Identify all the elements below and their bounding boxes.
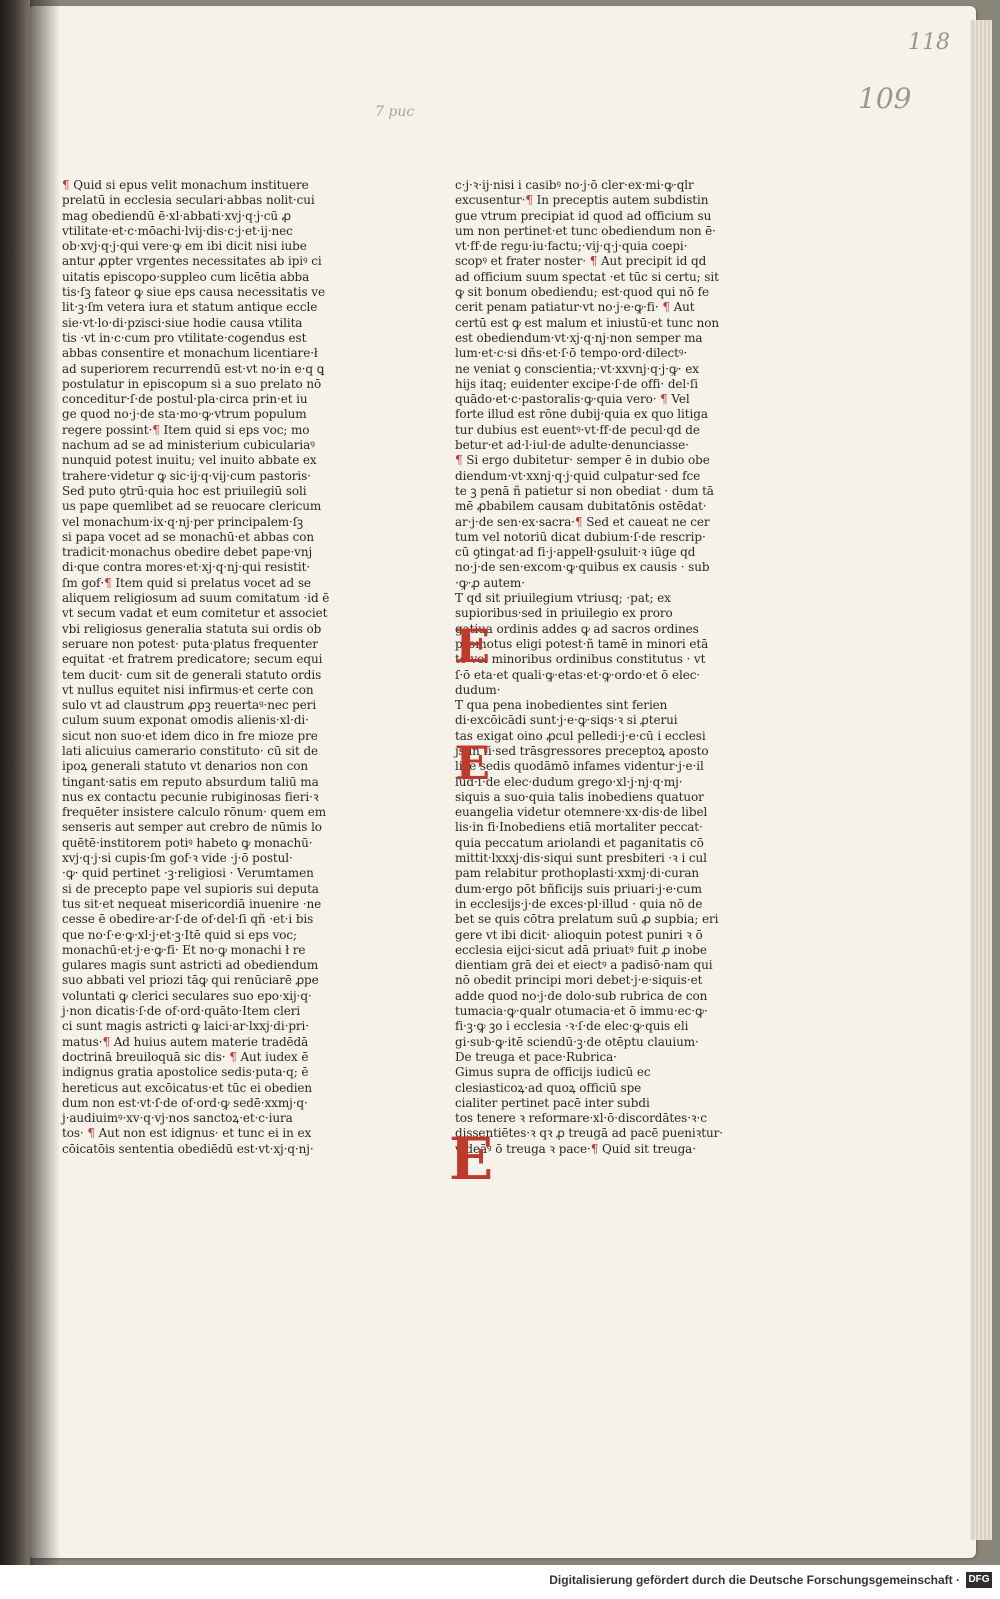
text-line: lum·et·c·si dñs·et·ſ·ō tempo·ord·dilectꝰ· <box>455 346 688 361</box>
text-line: voluntati ꝙ clerici seculares suo epo·xij·q· <box>62 988 312 1003</box>
text-line: tas exigat oino ꝓcul pelledi·j·e·cū i ecclesi <box>455 728 706 743</box>
text-line: ad officium suum spectat ·et tūc si certu; sit <box>455 269 719 284</box>
paragraph-mark: ¶ <box>104 575 112 590</box>
text-line: hereticus aut excōicatus·et tūc ei obedien <box>62 1080 313 1095</box>
text-line: ſ·ō eta·et quali·ꝙ·etas·et·ꝙ·ordo·et ō elec· <box>455 667 701 682</box>
text-line: lud·ſ·de elec·dudum grego·xl·j·nj·q·mj· <box>455 774 683 789</box>
text-line: um non pertinet·et tunc obediendum non ē· <box>455 223 716 238</box>
text-line: quia peccatum ariolandi et paganitatis cō <box>455 835 704 850</box>
text-line: trahere·videtur ꝙ sic·ij·q·vij·cum pastoris· <box>62 468 311 483</box>
text-line: antur ꝓpter vrgentes necessitates ab ipiꝰ ci <box>62 254 322 269</box>
paragraph-mark: ¶ <box>590 1141 599 1156</box>
text-line: j·audiuimꝰ·xv·q·vj·nos sanctoꝝ·et·c·iura <box>62 1111 293 1126</box>
text-line: certū est ꝙ est malum et iniustū·et tunc non <box>455 315 720 330</box>
text-line: abbas consentire et monachum licentiare·ł <box>62 346 318 361</box>
text-line: euangelia videtur otemnere·xx·dis·de libel <box>455 805 708 820</box>
text-line: Sed puto ꝯtrū·quia hoc est priuilegiū soli <box>62 483 307 498</box>
text-line: nachum ad se ad ministerium cubiculariaꝰ <box>62 438 315 453</box>
paragraph-mark: ¶ <box>62 178 70 192</box>
text-line: frequēter insistere calculo rōnum· quem em <box>62 805 327 820</box>
text-line: js·in fi·sed trāsgressores preceptoꝝ aposto <box>455 743 709 758</box>
text-line: si papa vocet ad se monachū·et abbas con <box>62 529 315 544</box>
text-line: sulo vt ad claustrum ꝓpꝫ reuertaꝰ·nec peri <box>62 698 317 713</box>
paragraph-mark: ¶ <box>574 514 583 529</box>
text-line: tingant·satis em reputo absurdum taliū ma <box>62 774 319 789</box>
page-stack-edge <box>970 20 992 1540</box>
paragraph-mark: ¶ <box>87 1126 95 1141</box>
rubric-initial-e: E <box>455 736 491 790</box>
text-line: scopꝰ et frater noster· ¶ Aut precipit id qd <box>455 254 707 269</box>
text-line: fi·ꝫ·ꝙ ꝫo i ecclesia ·ꝛ·ſ·de elec·ꝙ·quis eli <box>455 1019 689 1034</box>
text-line: postulatur in episcopum si a suo prelato nō <box>62 376 322 391</box>
text-line: sicut non suo·et idem dico in fre mioze pre <box>62 728 318 743</box>
text-line: matus·¶ Ad huius autem materie tradēdā <box>62 1034 309 1049</box>
text-line: tum vel notoriū dicat dubium·ſ·de rescrip· <box>455 529 706 544</box>
folio-number-top: 118 <box>908 30 950 55</box>
text-line: te ꝫ penā ñ patietur si non obediat · dum tā <box>455 483 714 498</box>
text-line: cialiter pertinet pacē inter subdi <box>455 1095 650 1110</box>
text-line: culum suum exponat omodis alienis·xl·di· <box>62 713 309 728</box>
text-line: De treuga et pace·Rubrica· <box>455 1049 617 1064</box>
text-line: ge quod no·j·de sta·mo·ꝙ·vtrum populum <box>62 407 307 422</box>
text-line: ne veniat ꝯ conscientia;·vt·xxvnj·q·j·ꝙ· ex <box>455 361 699 376</box>
text-line: tur dubius est euentꝰ·vt·ff·de pecul·qd de <box>455 422 700 437</box>
folio-number-page: 109 <box>858 82 912 115</box>
text-line: gatiua ordinis addes ꝙ ad sacros ordines <box>455 621 699 636</box>
text-line: est obediendum·vt·xj·q·nj·non semper ma <box>455 330 703 345</box>
text-line: nus ex contactu pecunie rubiginosas fieri·ꝛ <box>62 789 319 804</box>
text-column-left <box>62 178 370 1157</box>
text-line: j·non dicatis·ſ·de of·ord·quāto·Item cleri <box>62 1004 301 1019</box>
text-line: ¶ Quid si epus velit monachum instituere <box>62 178 309 192</box>
text-line: Gimus supra de officijs iudicū ec <box>455 1065 651 1080</box>
text-line: ·ꝙ· quid pertinet ·ꝫ·religiosi · Verumtamen <box>62 866 314 881</box>
text-line: hijs itaq; euidenter excipe·ſ·de offi· del·ſi <box>455 376 698 391</box>
text-line: prelatū in ecclesia seculari·abbas nolit·cui <box>62 193 315 208</box>
text-line: equitat ·et fratrem predicatore; secum equi <box>62 652 323 667</box>
text-line: dientiam grā dei et eiectꝰ a padisō·nam qui <box>455 958 713 973</box>
text-line: tis·ſꝫ fateor ꝙ siue eps causa necessitatis ve <box>62 285 325 300</box>
text-line: dum non est·vt·ſ·de of·ord·ꝙ sedē·xxmj·q· <box>62 1095 308 1110</box>
text-line: lice sedis quodāmō infames videntur·j·e·il <box>455 759 704 774</box>
text-line: cū ꝯtingat·ad fi·j·appelł·ꝯsuluit·ꝛ iūge qd <box>455 545 696 560</box>
text-line: in ecclesijs·j·de exces·pl·illud · quia nō de <box>455 896 703 911</box>
paragraph-mark: ¶ <box>229 1049 237 1064</box>
text-line: seruare non potest· puta·platus frequenter <box>62 636 318 651</box>
text-line: tem ducit· cum sit de generali statuto ordis <box>62 667 322 682</box>
text-line: mag obediendū ē·xl·abbati·xvj·q·j·cū ꝓ <box>62 208 291 223</box>
text-line: mē ꝓbabilem causam dubitatōnis ostēdat· <box>455 499 707 514</box>
text-line: suo abbati vel priozi tāꝙ qui renūciarē ꝓpe <box>62 973 319 988</box>
text-line: gulares magis sunt astricti ad obediendum <box>62 958 319 973</box>
text-line: monachū·et·j·e·ꝙ·fi· Et no·ꝙ monachi ł re <box>62 942 306 957</box>
paragraph-mark: ¶ <box>152 422 160 437</box>
rubric-initial-e: E <box>455 619 491 673</box>
text-line: ꝙ sit bonum obediendu; est·quod qui nō fe <box>455 285 709 300</box>
text-line: te vel minoribus ordinibus constitutus · vt <box>455 652 706 667</box>
text-line: tradicit·monachus obedire debet pape·vnj <box>62 545 313 560</box>
text-line: gi·sub·ꝙ·itē sciendū·ꝫ·de otēptu clauium· <box>455 1034 699 1049</box>
text-line: promotus eligi potest·ñ tamē in minori etā <box>455 636 709 651</box>
text-line: T qua pena inobedientes sint ferien <box>455 698 668 713</box>
rubric-initial-e: E <box>449 1125 494 1193</box>
text-line: clesiasticoꝝ·ad quoꝝ officiū spe <box>455 1080 642 1095</box>
text-line: tis ·vt in·c·cum pro vtilitate·cogendus est <box>62 330 307 345</box>
text-column-right <box>455 178 763 1157</box>
paragraph-mark: ¶ <box>662 300 670 315</box>
text-line: dudum· <box>455 682 501 697</box>
text-line: vt secum vadat et eum comitetur et associet <box>62 606 328 621</box>
paragraph-mark: ¶ <box>525 193 533 208</box>
text-line: cesse ē obedire·ar·ſ·de of·del·ſi qñ ·et·i bis <box>62 912 314 927</box>
binding-shadow <box>30 0 60 1565</box>
text-line: cerit penam patiatur·vt no·j·e·ꝙ·fi· ¶ Aut <box>455 300 695 315</box>
text-line: T qd sit priuilegium vtriusq; ·pat; ex <box>455 591 671 606</box>
text-line: excusentur·¶ In preceptis autem subdistin <box>455 193 709 208</box>
text-line: diendum·vt·xxnj·q·j·quid culpatur·sed fce <box>455 468 701 483</box>
margin-note: 7 puc <box>375 104 415 120</box>
text-line: ci sunt magis astricti ꝙ laici·ar·lxxj·di·pri· <box>62 1019 310 1034</box>
text-line: gere vt ibi dicit· alioquin potest puniri ꝛ ō <box>455 927 703 942</box>
text-line: c·j·ꝛ·ij·nisi i casibꝰ no·j·ō cler·ex·mi·ꝙ·qlr <box>455 178 694 192</box>
text-line: nō obedit principi mori debet·j·e·siquis·et <box>455 973 703 988</box>
text-line: ·ꝙ·ꝓ autem· <box>455 575 525 590</box>
text-line: que no·ſ·e·ꝙ·xl·j·et·ꝫ·Itē quid si eps voc; <box>62 927 297 942</box>
text-line: vt·ff·de regu·iu·factu;·vij·q·j·quia coepi· <box>455 239 688 254</box>
text-line: ecclesia eijci·sicut adā priuatꝰ fuit ꝓ inobe <box>455 942 707 957</box>
text-line: uitatis episcopo·suppleo cum licētia abba <box>62 269 310 284</box>
text-line: siquis a suo·quia talis inobediens quatuor <box>455 789 704 804</box>
text-line: betur·et ad·l·iul·de adulte·denunciasse· <box>455 438 689 453</box>
text-line: quētē·institorem potiꝰ habeto ꝙ monachū· <box>62 835 313 850</box>
text-line: videāꝰ ō treuga ꝛ pace·¶ Quid sit treuga· <box>455 1141 696 1156</box>
text-line: di·que contra mores·et·xj·q·nj·qui resistit· <box>62 560 311 575</box>
text-line: quādo·et·c·pastoralis·ꝙ·quia vero· ¶ Vel <box>455 392 690 407</box>
text-line: ipoꝝ generali statuto vt denarios non con <box>62 759 308 774</box>
text-line: tos· ¶ Aut non est idignus· et tunc ei in ex <box>62 1126 312 1141</box>
text-line: aliquem religiosum ad suum comitatum ·id ē <box>62 591 330 606</box>
text-line: ob·xvj·q·j·qui vere·ꝙ em ibi dicit nisi iube <box>62 239 307 254</box>
text-line: vtilitate·et·c·mōachi·lvij·dis·c·j·et·ij·nec <box>62 223 293 238</box>
text-line: conceditur·ſ·de postul·pla·circa prin·et iu <box>62 392 308 407</box>
text-line: lit·ꝫ·ſm vetera iura et statum antique eccle <box>62 300 318 315</box>
text-line: senseris aut semper aut crebro de nūmis lo <box>62 820 322 835</box>
text-line: ¶ Si ergo dubitetur· semper ē in dubio obe <box>455 453 710 468</box>
text-line: tumacia·ꝙ·qualr otumacia·et ō immu·ec·ꝙ· <box>455 1004 708 1019</box>
text-line: lati alicuius camerario constituto· cū sit de <box>62 743 319 758</box>
text-line: tus sit·et nequeat misericordiā inuenire ·ne <box>62 896 322 911</box>
text-line: indignus gratia apostolice sedis·puta·q; ē <box>62 1065 309 1080</box>
text-line: vt nullus equitet nisi infirmus·et certe con <box>62 682 314 697</box>
text-line: supioribus·sed in priuilegio ex proro <box>455 606 673 621</box>
text-line: si de precepto pape vel supioris sui deputa <box>62 881 319 896</box>
text-line: adde quod no·j·de dolo·sub rubrica de con <box>455 988 708 1003</box>
text-line: regere possint·¶ Item quid si eps voc; mo <box>62 422 310 437</box>
funding-credit: Digitalisierung gefördert durch die Deutsche Forschungsgemeinschaft · <box>549 1573 960 1587</box>
text-line: cōicatōis sententia obediēdū est·vt·xj·q·nj· <box>62 1141 314 1156</box>
text-line: tos tenere ꝛ reformare·xl·ō·discordātes·ꝛ·c <box>455 1111 707 1126</box>
text-line: gue vtrum precipiat id quod ad officium su <box>455 208 712 223</box>
text-line: xvj·q·j·si cupis·ſm gof·ꝛ vide ·j·ō postul· <box>62 851 293 866</box>
paragraph-mark: ¶ <box>102 1034 111 1049</box>
paragraph-mark: ¶ <box>455 453 463 468</box>
text-line: lis·in fi·Inobediens etiā mortaliter peccat· <box>455 820 703 835</box>
text-line: ad superiorem recurrendū est·vt no·in e·q ꝗ <box>62 361 325 376</box>
text-line: dissentiētes·ꝛ qꝛ ꝓ treugā ad pacē pueniꝛtur· <box>455 1126 723 1141</box>
text-line: us pape quemlibet ad se reuocare clericum <box>62 499 322 514</box>
text-line: mittit·lxxxj·dis·siqui sunt presbiteri ·ꝛ i cul <box>455 851 707 866</box>
paragraph-mark: ¶ <box>589 254 598 269</box>
text-line: vbi religiosus generalia statuta sui ordis ob <box>62 621 322 636</box>
text-line: doctrinā breuiloquā sic dis· ¶ Aut iudex ē <box>62 1049 309 1064</box>
text-line: ſm gof·¶ Item quid si prelatus vocet ad se <box>62 575 311 590</box>
text-line: nunquid potest inuitu; vel inuito abbate ex <box>62 453 317 468</box>
text-line: vel monachum·ix·q·nj·per principalem·ſꝫ <box>62 514 304 529</box>
text-line: di·excōicādi sunt·j·e·ꝙ·siqs·ꝛ si ꝓterui <box>455 713 678 728</box>
paragraph-mark: ¶ <box>660 392 668 407</box>
text-line: dum·ergo pōt bñficijs suis priuari·j·e·cum <box>455 881 702 896</box>
text-line: forte illud est rōne dubij·quia ex quo litiga <box>455 407 708 422</box>
footer-bar <box>0 1565 1000 1599</box>
text-line: sie·vt·lo·di·pzisci·siue hodie causa vtilita <box>62 315 303 330</box>
text-line: no·j·de sen·excom·ꝙ·quibus ex causis · sub <box>455 560 710 575</box>
text-line: ar·j·de sen·ex·sacra·¶ Sed et caueat ne cer <box>455 514 710 529</box>
dfg-logo: DFG <box>966 1572 992 1588</box>
text-line: pam relabitur prothoplasti·xxmj·di·curan <box>455 866 700 881</box>
text-line: bet se quis cōtra prelatum suū ꝓ supbia; eri <box>455 912 719 927</box>
